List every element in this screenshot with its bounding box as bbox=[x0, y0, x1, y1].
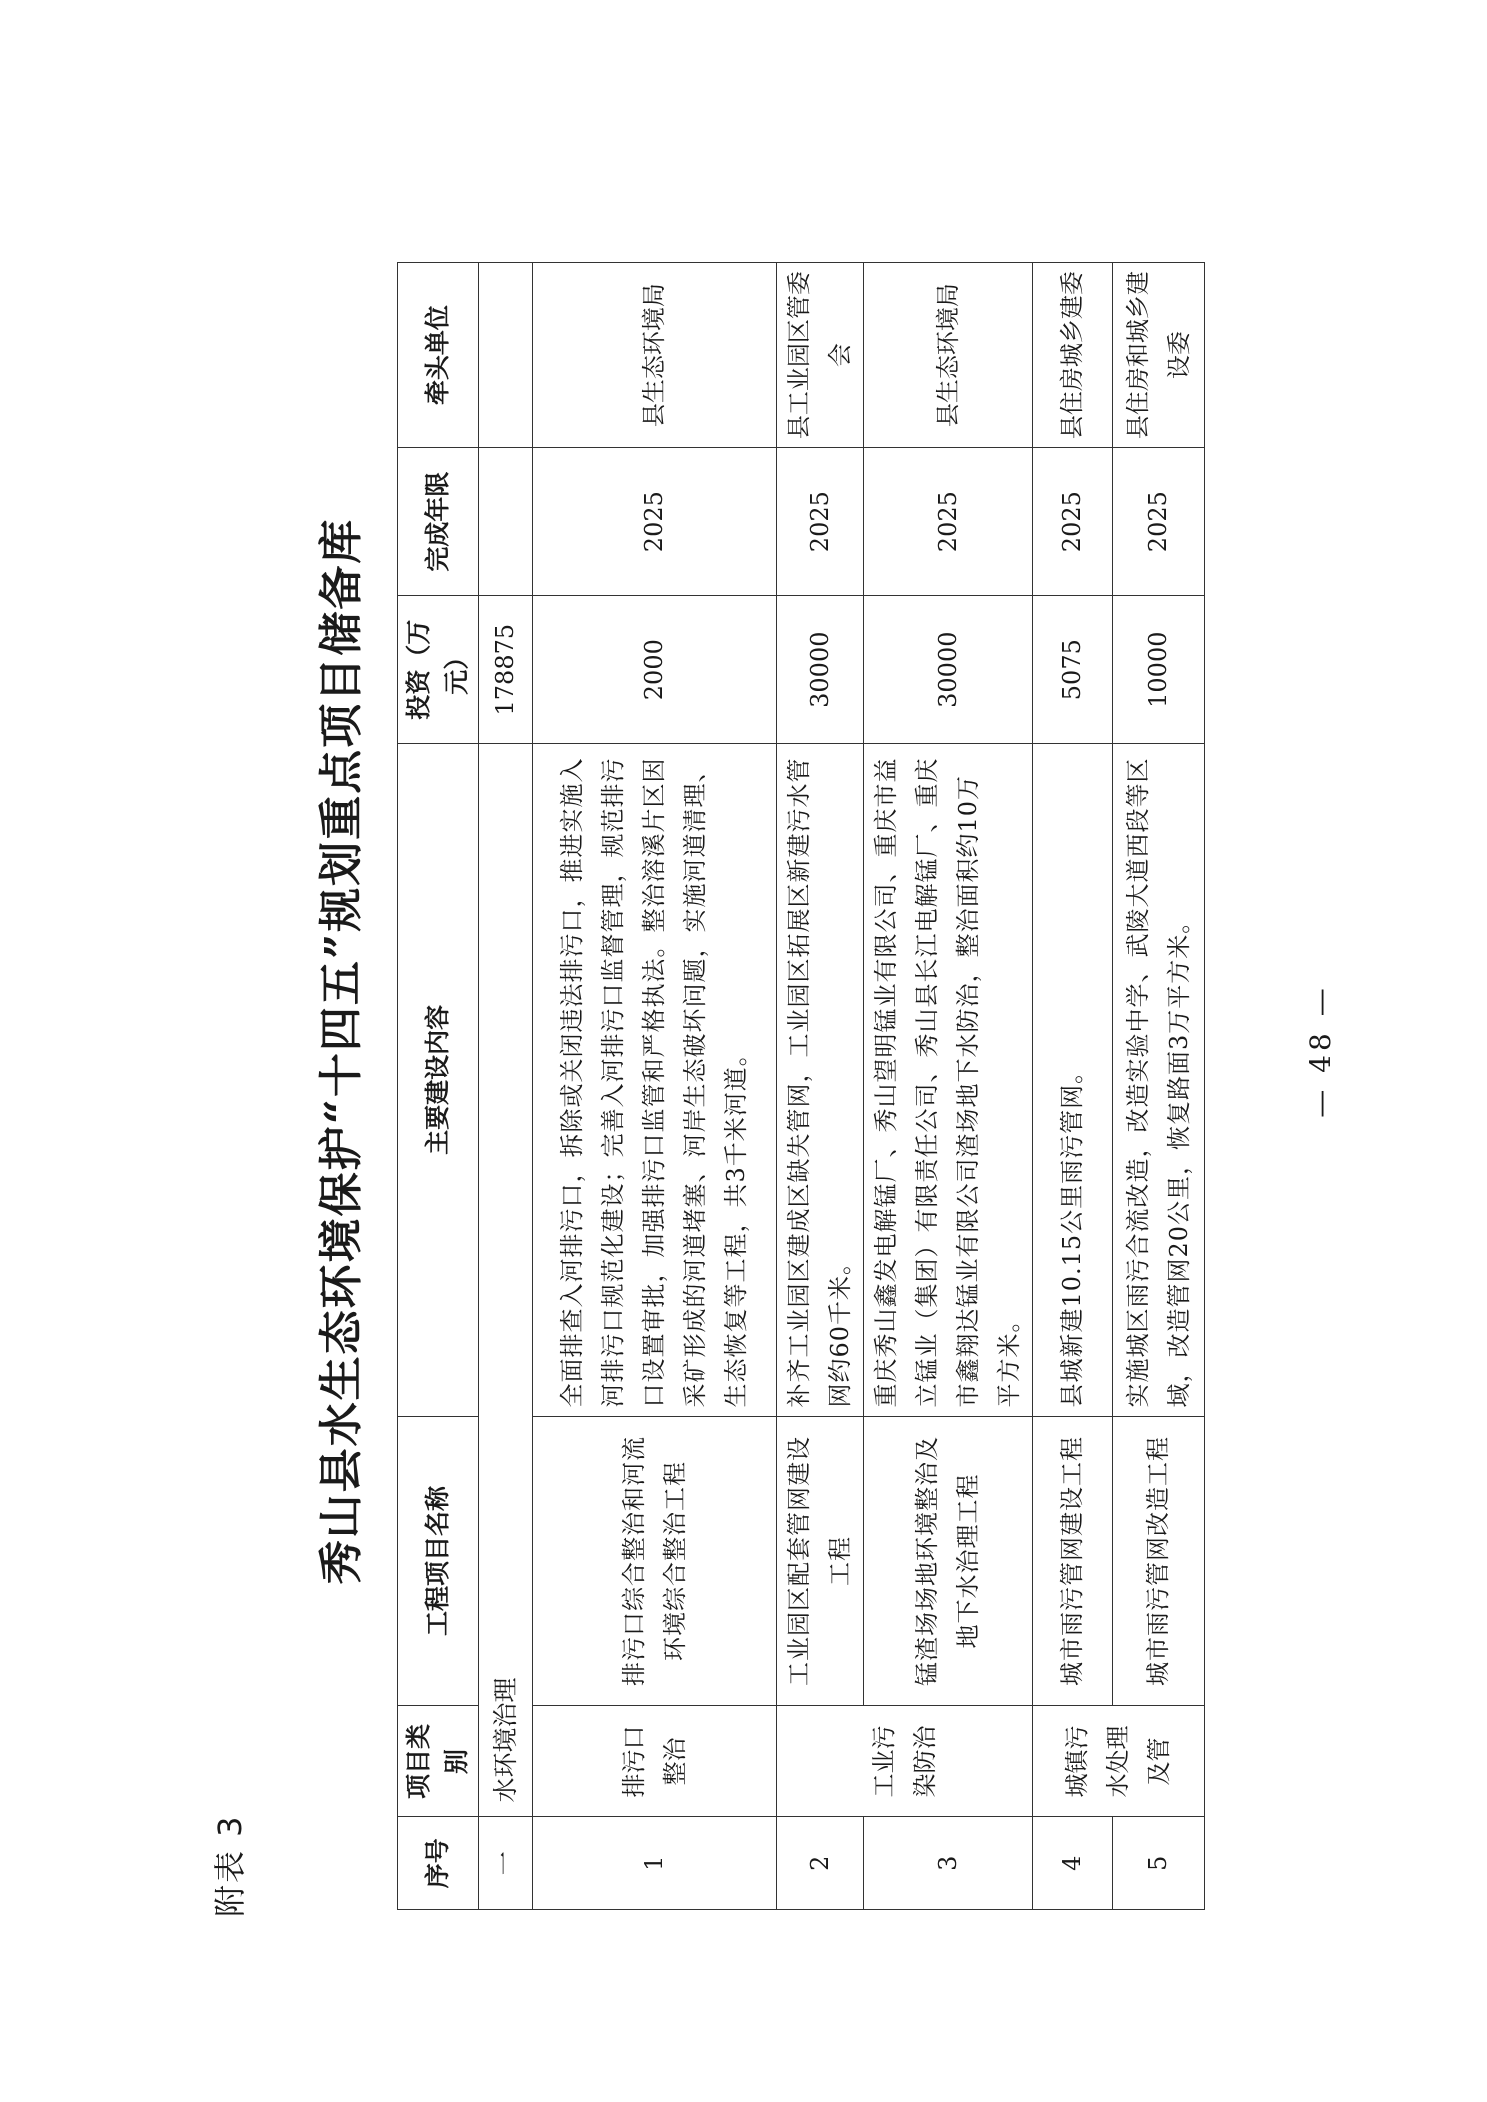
header-lead: 牵头单位 bbox=[398, 263, 479, 448]
section-no: 一 bbox=[479, 1817, 533, 1910]
section-investment: 178875 bbox=[479, 596, 533, 744]
row-name: 城市雨污管网建设工程 bbox=[1033, 1416, 1113, 1706]
row-investment: 5075 bbox=[1033, 596, 1113, 744]
section-deadline bbox=[479, 448, 533, 596]
page-number: — 48 — bbox=[1304, 984, 1337, 1118]
appendix-label: 附表 3 bbox=[211, 1814, 249, 1917]
row-category: 工业污染防治 bbox=[777, 1706, 1033, 1817]
row-investment: 10000 bbox=[1113, 596, 1205, 744]
header-no: 序号 bbox=[398, 1817, 479, 1910]
row-content: 县城新建10.15公里雨污管网。 bbox=[1033, 744, 1113, 1416]
row-lead: 县生态环境局 bbox=[533, 263, 777, 448]
table-row bbox=[1033, 263, 1113, 1910]
table-row bbox=[777, 263, 864, 1910]
row-deadline: 2025 bbox=[1113, 448, 1205, 596]
header-investment: 投资（万元） bbox=[398, 596, 479, 744]
row-no: 2 bbox=[777, 1817, 864, 1910]
row-name: 工业园区配套管网建设工程 bbox=[777, 1416, 864, 1706]
table-row bbox=[533, 263, 777, 1910]
row-name: 城市雨污管网改造工程 bbox=[1113, 1416, 1205, 1706]
header-content: 主要建设内容 bbox=[398, 744, 479, 1416]
row-deadline: 2025 bbox=[777, 448, 864, 596]
row-lead: 县生态环境局 bbox=[864, 263, 1033, 448]
row-no: 4 bbox=[1033, 1817, 1113, 1910]
row-category: 排污口整治 bbox=[533, 1706, 777, 1817]
row-investment: 30000 bbox=[864, 596, 1033, 744]
row-no: 1 bbox=[533, 1817, 777, 1910]
row-no: 3 bbox=[864, 1817, 1033, 1910]
table-row bbox=[1113, 263, 1205, 1910]
header-name: 工程项目名称 bbox=[398, 1416, 479, 1706]
row-lead: 县住房和城乡建设委 bbox=[1113, 263, 1205, 448]
table-row bbox=[864, 263, 1033, 1910]
header-deadline: 完成年限 bbox=[398, 448, 479, 596]
header-category: 项目类别 bbox=[398, 1706, 479, 1817]
row-deadline: 2025 bbox=[864, 448, 1033, 596]
section-row bbox=[479, 263, 533, 1910]
page-title: 秀山县水生态环境保护“十四五”规划重点项目储备库 bbox=[316, 517, 367, 1585]
row-name: 锰渣场场地环境整治及地下水治理工程 bbox=[864, 1416, 1033, 1706]
row-category: 城镇污水处理及管 bbox=[1033, 1706, 1205, 1817]
row-investment: 2000 bbox=[533, 596, 777, 744]
row-deadline: 2025 bbox=[533, 448, 777, 596]
section-lead bbox=[479, 263, 533, 448]
project-table bbox=[397, 262, 1205, 1910]
row-content: 补齐工业园区建成区缺失管网，工业园区拓展区新建污水管网约60千米。 bbox=[777, 744, 864, 1416]
row-content: 实施城区雨污合流改造，改造实验中学、武陵大道西段等区域，改造管网20公里，恢复路面3万平方米。 bbox=[1113, 744, 1205, 1416]
row-investment: 30000 bbox=[777, 596, 864, 744]
row-content: 全面排查入河排污口，拆除或关闭违法排污口，推进实施入河排污口规范化建设；完善入河排污口监督管理，规范排污口设置审批，加强排污口监管和严格执法。整治溶溪片区因采矿形成的河道堵塞、河岸生态破坏问题，实施河道清理、生态恢复等工程，共3千米河道。 bbox=[533, 744, 777, 1416]
table-header-row bbox=[398, 263, 479, 1910]
row-deadline: 2025 bbox=[1033, 448, 1113, 596]
row-lead: 县住房城乡建委 bbox=[1033, 263, 1113, 448]
row-content: 重庆秀山鑫发电解锰厂、秀山望明锰业有限公司、重庆市益立锰业（集团）有限责任公司、秀山县长江电解锰厂、重庆市鑫翔达锰业有限公司渣场地下水防治，整治面积约10万平方米。 bbox=[864, 744, 1033, 1416]
section-name: 水环境治理 bbox=[479, 744, 533, 1817]
row-no: 5 bbox=[1113, 1817, 1205, 1910]
row-lead: 县工业园区管委会 bbox=[777, 263, 864, 448]
row-name: 排污口综合整治和河流环境综合整治工程 bbox=[533, 1416, 777, 1706]
